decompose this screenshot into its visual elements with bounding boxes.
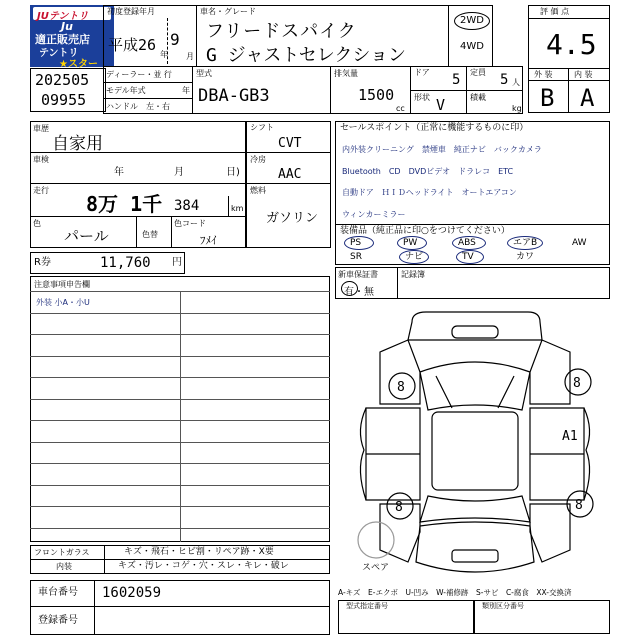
registration-year-unit: 年 xyxy=(160,50,168,59)
tire-front-left-value: 8 xyxy=(397,380,405,395)
license-plate xyxy=(452,550,498,562)
equip-navi: ナビ xyxy=(405,252,424,262)
drive-4wd: 4WD xyxy=(460,41,484,52)
equip-airbag: エアB xyxy=(513,238,538,248)
door-label: ドア xyxy=(414,68,430,77)
logo-dealer-name: 適正販売店 xyxy=(35,33,90,46)
sales-point-line-3: 自動ドア ＨＩＤヘッドライト オートエアコン xyxy=(342,188,517,197)
right-front-fender xyxy=(530,340,570,404)
mileage-main: 8万 1千 xyxy=(86,192,163,216)
tire-rear-right-value: 8 xyxy=(575,498,583,513)
sales-point-line-2: Bluetooth CD DVDビデオ ドラレコ ETC xyxy=(342,167,514,176)
model-year-label: モデル年式 xyxy=(106,86,146,95)
score-label: 評 価 点 xyxy=(540,7,570,16)
car-diagram xyxy=(340,300,610,590)
logo-ju: Ju xyxy=(61,20,73,33)
mileage-label: 走行 xyxy=(33,186,49,195)
model-code-value: DBA-GB3 xyxy=(198,86,270,106)
interior-row-value: キズ・汚レ・コゲ・穴・スレ・キレ・破レ xyxy=(118,561,289,571)
circle-navi xyxy=(399,250,429,264)
dealer-parallel-label: ディーラー・並 行 xyxy=(106,70,172,79)
spare-tire-icon xyxy=(358,522,394,558)
logo-top-text: JUテントリ xyxy=(37,11,89,22)
handle-label: ハンドル 左・右 xyxy=(106,102,170,111)
front-grille xyxy=(452,326,498,338)
lot-number-line2: 09955 xyxy=(41,91,87,109)
load-unit: kg xyxy=(512,104,522,113)
lot-number-box xyxy=(30,68,106,112)
shape-label: 形状 xyxy=(414,93,430,102)
stamp-label-2: 類別区分番号 xyxy=(482,602,524,610)
equip-tv: TV xyxy=(462,252,474,262)
exterior-score: B xyxy=(540,84,555,112)
wiper-lines xyxy=(436,376,514,408)
windshield-label: フロントガラス xyxy=(34,548,90,557)
equip-aw: AW xyxy=(572,238,587,248)
color-label: 色 xyxy=(33,219,41,228)
model-code-label: 型式 xyxy=(196,69,212,78)
inspection-day-unit: 日) xyxy=(226,167,240,178)
car-grade: G ジャストセレクション xyxy=(206,45,407,66)
ac-value: AAC xyxy=(278,167,302,182)
tire-front-right-value: 8 xyxy=(573,376,581,391)
equip-leather: カワ xyxy=(516,252,535,262)
notes-grid-col-line xyxy=(180,291,181,542)
color-code-value: ﾌﾒｲ xyxy=(200,234,217,247)
mileage-unit: km xyxy=(231,204,244,213)
dealer-logo xyxy=(30,5,114,70)
chassis-label: 車台番号 xyxy=(38,587,78,598)
color-change-label: 色替 xyxy=(142,230,158,239)
color-code-label: 色コード xyxy=(174,219,206,228)
door-value: 5 xyxy=(452,72,461,88)
damage-legend: A-キズ E-エクボ U-凹み W-補修跡 S-サビ C-腐食 XX-交換済 xyxy=(338,588,572,597)
sales-points-label: セールスポイント（正常に機能するものに印） xyxy=(340,123,529,133)
circle-abs xyxy=(452,236,486,250)
circle-airbag xyxy=(507,236,543,250)
mileage-rest: 384 xyxy=(174,198,200,214)
equip-ps: PS xyxy=(350,238,362,248)
car-name: フリードスパイク xyxy=(206,21,357,42)
recycle-value: 11,760 xyxy=(100,255,151,271)
spare-label: スペア xyxy=(362,563,390,573)
warranty-label: 新車保証書 xyxy=(338,270,378,279)
lot-number-line1: 202505 xyxy=(35,71,90,89)
registration-month-unit: 月 xyxy=(186,52,194,61)
registration-label: 初度登録年月 xyxy=(107,7,155,16)
usage-label: 車歴 xyxy=(33,124,49,133)
rear-window xyxy=(420,496,530,522)
exterior-label: 外 装 xyxy=(534,70,553,79)
drive-2wd: 2WD xyxy=(460,15,484,26)
registration-era: 平成26 xyxy=(108,36,157,54)
tire-rear-left-value: 8 xyxy=(395,500,403,515)
inspection-year-unit: 年 xyxy=(114,167,124,178)
damage-mark: A1 xyxy=(562,429,578,444)
usage-value: 自家用 xyxy=(52,134,103,154)
tailgate xyxy=(416,522,534,572)
circle-tv xyxy=(456,250,484,264)
shift-label: シフト xyxy=(250,123,274,132)
shift-value: CVT xyxy=(278,136,302,151)
color-value: パール xyxy=(64,227,109,245)
fuel-value: ガソリン xyxy=(266,211,319,226)
logo-brand: テントリ xyxy=(39,48,79,59)
load-label: 積載 xyxy=(470,93,486,102)
warranty-value: 有・無 xyxy=(344,287,374,298)
sales-point-line-4: ウィンカーミラー xyxy=(342,210,406,219)
equip-pw: PW xyxy=(403,238,418,248)
notes-entry: 外装 小A・小U xyxy=(36,298,90,307)
equip-abs: ABS xyxy=(458,238,476,248)
interior-score: A xyxy=(580,84,595,112)
sales-point-line-1: 内外装クリーニング 禁煙車 純正ナビ バックカメラ xyxy=(342,145,542,154)
right-side-curve xyxy=(584,408,590,500)
record-label: 記録簿 xyxy=(401,270,425,279)
recycle-label: R券 xyxy=(34,257,51,268)
circle-pw xyxy=(397,236,427,250)
chassis-value: 1602059 xyxy=(102,585,162,601)
displacement-value: 1500 xyxy=(358,86,395,104)
inspection-month-unit: 月 xyxy=(174,167,184,178)
logo-star: ★スター xyxy=(59,59,98,70)
circle-ps xyxy=(344,236,374,250)
capacity-unit: 人 xyxy=(512,78,520,87)
displacement-label: 排気量 xyxy=(334,69,358,78)
equipment-label: 装備品（純正品に印○をつけてください） xyxy=(340,226,510,236)
capacity-label: 定員 xyxy=(470,68,486,77)
displacement-unit: cc xyxy=(396,104,405,113)
warranty-yes-circle xyxy=(341,281,358,296)
windshield-value: キズ・飛石・ヒビ割・リペア跡・X要 xyxy=(124,547,274,557)
equip-sr: SR xyxy=(350,252,362,262)
left-side-curve xyxy=(360,408,366,500)
reg-number-label: 登録番号 xyxy=(38,615,78,626)
shape-value: V xyxy=(436,96,446,114)
name-grade-label: 車名・グレード xyxy=(200,7,256,16)
inspection-label: 車検 xyxy=(33,155,49,164)
windshield xyxy=(420,362,530,410)
interior-row-label: 内装 xyxy=(56,562,72,571)
registration-month: 9 xyxy=(170,30,180,49)
capacity-value: 5 xyxy=(500,72,509,88)
right-rear-fender xyxy=(530,504,570,562)
recycle-unit: 円 xyxy=(172,257,182,268)
interior-label: 内 装 xyxy=(574,70,593,79)
logo-top-banner xyxy=(33,7,111,20)
notes-label: 注意事項申告欄 xyxy=(34,280,90,289)
fuel-label: 燃料 xyxy=(250,186,266,195)
score-value: 4.5 xyxy=(546,28,597,61)
model-year-unit: 年 xyxy=(182,86,190,95)
ac-label: 冷房 xyxy=(250,155,266,164)
roof-panel xyxy=(432,412,518,490)
stamp-label-1: 型式指定番号 xyxy=(346,602,388,610)
